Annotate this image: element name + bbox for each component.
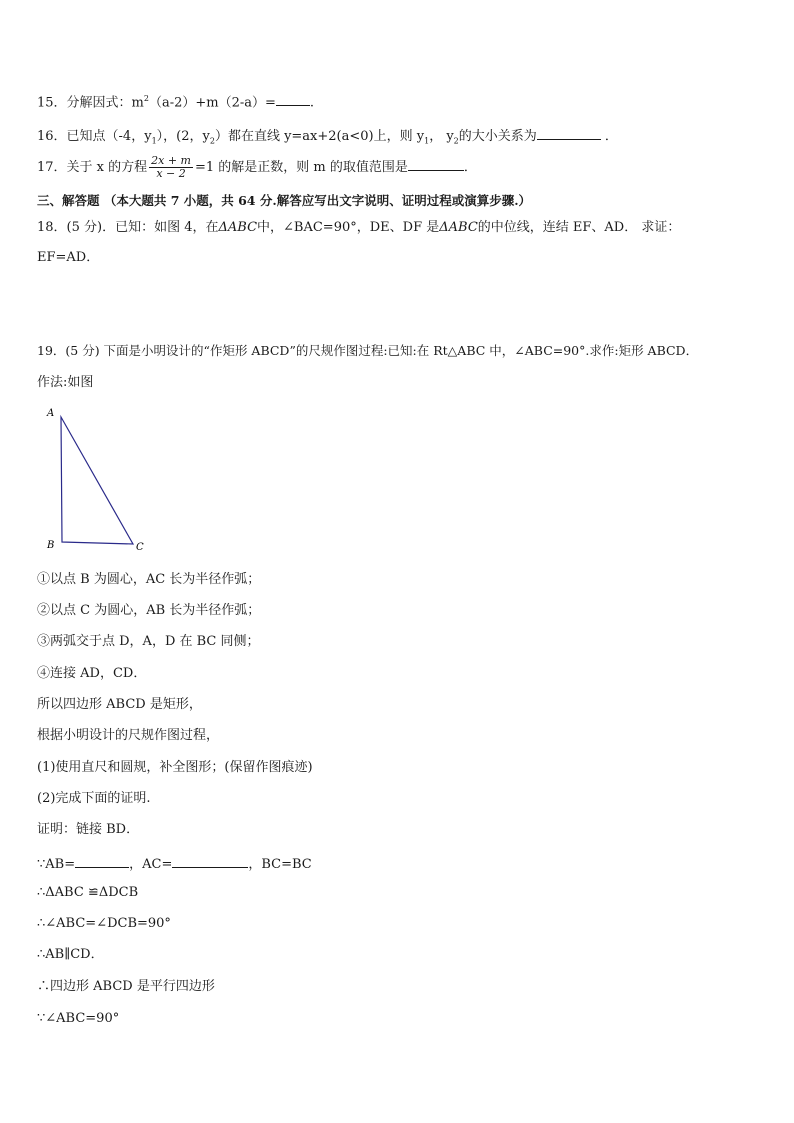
q18-line-2: EF=AD． <box>37 250 100 265</box>
triangle-abc <box>61 417 133 544</box>
proof-blank-ac[interactable] <box>172 853 248 868</box>
q16-sub-1: 1 <box>151 136 157 146</box>
proof-start: 证明：链接 BD． <box>37 822 140 837</box>
q18-text-3: 的中位线，连结 EF、AD． 求证： <box>477 220 681 235</box>
question-19-line-1: 19．(5 分) 下面是小明设计的“作矩形 ABCD”的尺规作图过程:已知:在 Rt△ABC 中，∠ABC=90°.求作:矩形 ABCD． <box>37 343 699 358</box>
q17-fraction-denominator: x − 2 <box>156 167 186 180</box>
part-2: (2)完成下面的证明. <box>37 791 151 806</box>
q18-text-1: 18．(5 分)．已知：如图 4，在 <box>37 220 219 235</box>
question-17 <box>37 155 477 180</box>
proof-l1-c: ，BC=BC <box>248 857 312 872</box>
q18-triangle-1: ΔABC <box>218 220 258 235</box>
q16-text-3: ）都在直线 y=ax+2(a<0)上，则 y <box>214 129 425 144</box>
q16-text-2: ），(2，y <box>156 129 210 144</box>
q16-text-1: 16．已知点（-4，y <box>37 129 152 144</box>
q17-fraction <box>149 155 193 180</box>
q15-prefix: 15．分解因式：m <box>37 95 144 111</box>
proof-line-4: ∴AB∥CD． <box>37 947 104 962</box>
conclusion-line: 所以四边形 ABCD 是矩形， <box>37 697 202 712</box>
vertex-label-a: A <box>47 408 55 419</box>
q17-fraction-numerator: 2x + m <box>151 154 191 167</box>
q15-middle: （a-2）+m（2-a）= <box>148 95 276 111</box>
q17-answer-blank[interactable] <box>408 156 464 171</box>
q17-suffix: ． <box>463 160 477 175</box>
q16-suffix: ． <box>600 129 618 144</box>
step-2: ②以点 C 为圆心，AB 长为半径作弧； <box>37 603 261 618</box>
q15-suffix: . <box>309 95 315 111</box>
proof-line-6: ∵∠ABC=90° <box>37 1011 120 1026</box>
proof-line-5: ∴四边形 ABCD 是平行四边形 <box>37 979 215 994</box>
q16-sub-2: 2 <box>209 136 215 146</box>
proof-line-2: ∴ΔABC ≌ΔDCB <box>37 885 139 900</box>
q16-text-5: 的大小关系为 <box>458 129 537 144</box>
q16-answer-blank[interactable] <box>537 125 601 140</box>
proof-line-1 <box>37 853 312 874</box>
q18-triangle-2: ΔABC <box>439 220 478 235</box>
proof-l1-b: ，AC= <box>129 857 173 872</box>
q15-exponent: 2 <box>143 94 149 103</box>
q18-text-2: 中，∠BAC=90°，DE、DF 是 <box>257 220 440 235</box>
q17-prefix: 17．关于 x 的方程 <box>37 160 148 175</box>
triangle-figure <box>37 402 157 554</box>
proof-line-3: ∴∠ABC=∠DCB=90° <box>37 916 171 931</box>
question-18 <box>37 219 680 237</box>
step-4: ④连接 AD，CD． <box>37 666 147 681</box>
part-1: (1)使用直尺和圆规，补全图形；(保留作图痕迹) <box>37 760 313 775</box>
proof-blank-ab[interactable] <box>75 853 129 868</box>
q17-middle: =1 的解是正数，则 m 的取值范围是 <box>194 160 408 175</box>
question-19-line-2: 作法:如图 <box>37 375 94 390</box>
section-3-heading: 三、解答题 （本大题共 7 小题，共 64 分.解答应写出文字说明、证明过程或演算步骤.） <box>37 193 532 208</box>
question-16 <box>37 125 618 151</box>
basis-line: 根据小明设计的尺规作图过程， <box>37 728 220 743</box>
q15-answer-blank[interactable] <box>276 91 310 106</box>
vertex-label-c: C <box>136 542 144 553</box>
q16-sub-4: 2 <box>453 136 459 146</box>
q16-sub-3: 1 <box>424 136 430 146</box>
q16-text-4: ， y <box>429 129 454 144</box>
question-15 <box>37 90 314 112</box>
step-3: ③两弧交于点 D，A，D 在 BC 同侧； <box>37 634 260 649</box>
proof-l1-a: ∵AB= <box>37 857 76 872</box>
vertex-label-b: B <box>47 540 55 551</box>
step-1: ①以点 B 为圆心，AC 长为半径作弧； <box>37 572 261 587</box>
